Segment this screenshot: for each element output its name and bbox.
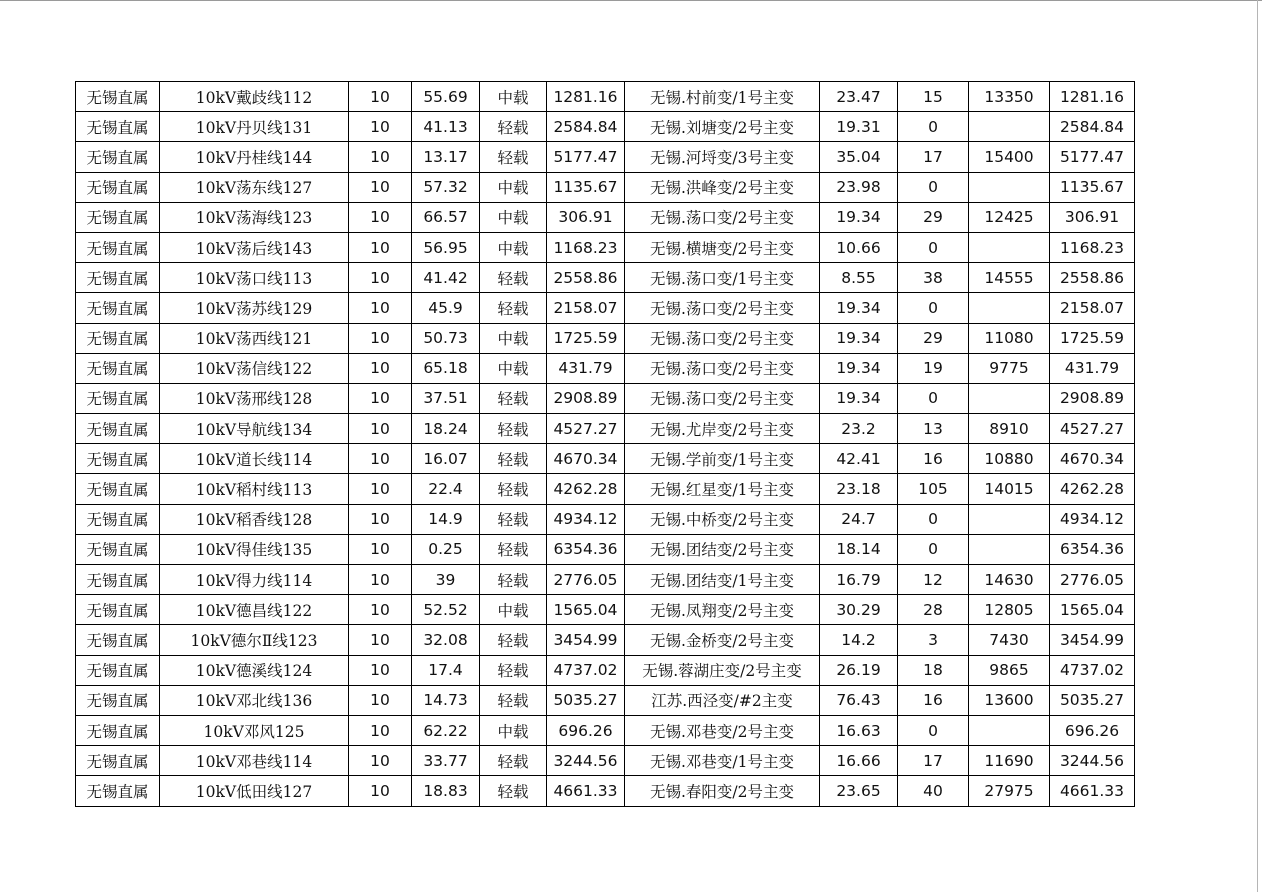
- cell-substation-transformer: 无锡.蓉湖庄变/2号主变: [625, 655, 820, 685]
- cell-value-a: 2908.89: [547, 383, 625, 413]
- cell-value-b: 23.65: [820, 776, 898, 806]
- cell-load-level: 中载: [480, 595, 547, 625]
- cell-value-b: 26.19: [820, 655, 898, 685]
- cell-voltage: 10: [349, 534, 412, 564]
- cell-load-rate: 14.73: [412, 685, 480, 715]
- cell-value-a: 4737.02: [547, 655, 625, 685]
- cell-region: 无锡直属: [76, 595, 160, 625]
- cell-region: 无锡直属: [76, 232, 160, 262]
- cell-value-c: 4661.33: [1050, 776, 1135, 806]
- cell-substation-transformer: 无锡.刘塘变/2号主变: [625, 112, 820, 142]
- cell-value-a: 1565.04: [547, 595, 625, 625]
- cell-substation-transformer: 无锡.村前变/1号主变: [625, 82, 820, 112]
- cell-value-c: 3244.56: [1050, 746, 1135, 776]
- cell-capacity: [969, 504, 1050, 534]
- cell-region: 无锡直属: [76, 655, 160, 685]
- cell-value-a: 696.26: [547, 715, 625, 745]
- cell-region: 无锡直属: [76, 323, 160, 353]
- feeder-load-table: [75, 81, 1135, 807]
- cell-load-level: 轻载: [480, 625, 547, 655]
- cell-line-name: 10kV丹桂线144: [160, 142, 349, 172]
- cell-substation-transformer: 无锡.团结变/1号主变: [625, 565, 820, 595]
- cell-count: 0: [898, 232, 969, 262]
- cell-value-c: 2558.86: [1050, 263, 1135, 293]
- cell-value-a: 5177.47: [547, 142, 625, 172]
- cell-load-level: 轻载: [480, 142, 547, 172]
- cell-voltage: 10: [349, 232, 412, 262]
- cell-load-level: 轻载: [480, 746, 547, 776]
- cell-capacity: [969, 232, 1050, 262]
- cell-load-rate: 18.24: [412, 414, 480, 444]
- cell-capacity: 14015: [969, 474, 1050, 504]
- cell-substation-transformer: 无锡.洪峰变/2号主变: [625, 172, 820, 202]
- cell-count: 28: [898, 595, 969, 625]
- table-row: [76, 112, 1135, 142]
- cell-load-rate: 66.57: [412, 202, 480, 232]
- cell-capacity: 9865: [969, 655, 1050, 685]
- cell-value-c: 1281.16: [1050, 82, 1135, 112]
- cell-value-b: 19.31: [820, 112, 898, 142]
- cell-value-c: 6354.36: [1050, 534, 1135, 564]
- cell-load-rate: 56.95: [412, 232, 480, 262]
- cell-load-rate: 57.32: [412, 172, 480, 202]
- cell-load-rate: 13.17: [412, 142, 480, 172]
- cell-capacity: [969, 172, 1050, 202]
- cell-value-c: 1565.04: [1050, 595, 1135, 625]
- table-row: [76, 202, 1135, 232]
- cell-voltage: 10: [349, 82, 412, 112]
- cell-value-b: 19.34: [820, 383, 898, 413]
- cell-load-level: 轻载: [480, 383, 547, 413]
- cell-region: 无锡直属: [76, 383, 160, 413]
- cell-count: 29: [898, 202, 969, 232]
- cell-value-a: 4527.27: [547, 414, 625, 444]
- table-row: [76, 504, 1135, 534]
- cell-load-level: 轻载: [480, 534, 547, 564]
- cell-count: 0: [898, 172, 969, 202]
- cell-value-b: 42.41: [820, 444, 898, 474]
- table-row: [76, 444, 1135, 474]
- cell-capacity: 14630: [969, 565, 1050, 595]
- cell-value-b: 16.63: [820, 715, 898, 745]
- table-row: [76, 323, 1135, 353]
- cell-capacity: 11080: [969, 323, 1050, 353]
- table-row: [76, 82, 1135, 112]
- cell-value-a: 1725.59: [547, 323, 625, 353]
- cell-value-b: 23.2: [820, 414, 898, 444]
- cell-value-b: 23.47: [820, 82, 898, 112]
- cell-voltage: 10: [349, 112, 412, 142]
- cell-value-c: 2584.84: [1050, 112, 1135, 142]
- cell-value-b: 19.34: [820, 202, 898, 232]
- cell-capacity: [969, 534, 1050, 564]
- cell-value-b: 10.66: [820, 232, 898, 262]
- cell-line-name: 10kV德尔Ⅱ线123: [160, 625, 349, 655]
- cell-load-rate: 33.77: [412, 746, 480, 776]
- cell-value-c: 4262.28: [1050, 474, 1135, 504]
- table-row: [76, 293, 1135, 323]
- cell-substation-transformer: 无锡.荡口变/2号主变: [625, 383, 820, 413]
- cell-region: 无锡直属: [76, 565, 160, 595]
- cell-line-name: 10kV邓风125: [160, 715, 349, 745]
- cell-voltage: 10: [349, 444, 412, 474]
- cell-load-rate: 16.07: [412, 444, 480, 474]
- cell-voltage: 10: [349, 595, 412, 625]
- table-row: [76, 263, 1135, 293]
- cell-load-rate: 41.13: [412, 112, 480, 142]
- cell-substation-transformer: 无锡.红星变/1号主变: [625, 474, 820, 504]
- cell-voltage: 10: [349, 263, 412, 293]
- cell-count: 3: [898, 625, 969, 655]
- table-row: [76, 172, 1135, 202]
- cell-load-level: 中载: [480, 202, 547, 232]
- cell-value-a: 4670.34: [547, 444, 625, 474]
- cell-value-c: 1135.67: [1050, 172, 1135, 202]
- cell-count: 0: [898, 112, 969, 142]
- cell-value-b: 18.14: [820, 534, 898, 564]
- cell-substation-transformer: 无锡.荡口变/2号主变: [625, 323, 820, 353]
- cell-count: 29: [898, 323, 969, 353]
- cell-region: 无锡直属: [76, 142, 160, 172]
- cell-capacity: 7430: [969, 625, 1050, 655]
- cell-capacity: [969, 383, 1050, 413]
- cell-value-b: 19.34: [820, 323, 898, 353]
- cell-capacity: 14555: [969, 263, 1050, 293]
- cell-region: 无锡直属: [76, 353, 160, 383]
- cell-substation-transformer: 无锡.中桥变/2号主变: [625, 504, 820, 534]
- cell-load-level: 中载: [480, 82, 547, 112]
- cell-load-rate: 45.9: [412, 293, 480, 323]
- cell-value-c: 1168.23: [1050, 232, 1135, 262]
- cell-count: 17: [898, 142, 969, 172]
- cell-load-level: 中载: [480, 715, 547, 745]
- table-row: [76, 655, 1135, 685]
- cell-value-b: 23.18: [820, 474, 898, 504]
- cell-value-a: 2558.86: [547, 263, 625, 293]
- cell-load-level: 中载: [480, 323, 547, 353]
- cell-value-c: 696.26: [1050, 715, 1135, 745]
- cell-load-rate: 0.25: [412, 534, 480, 564]
- cell-voltage: 10: [349, 323, 412, 353]
- cell-region: 无锡直属: [76, 504, 160, 534]
- cell-voltage: 10: [349, 383, 412, 413]
- cell-line-name: 10kV戴歧线112: [160, 82, 349, 112]
- page-right-edge: [1257, 0, 1258, 892]
- cell-region: 无锡直属: [76, 746, 160, 776]
- cell-region: 无锡直属: [76, 474, 160, 504]
- table-row: [76, 746, 1135, 776]
- cell-region: 无锡直属: [76, 202, 160, 232]
- cell-count: 13: [898, 414, 969, 444]
- cell-line-name: 10kV稻香线128: [160, 504, 349, 534]
- cell-count: 17: [898, 746, 969, 776]
- cell-count: 0: [898, 715, 969, 745]
- table-row: [76, 776, 1135, 806]
- cell-value-a: 2776.05: [547, 565, 625, 595]
- cell-value-b: 19.34: [820, 293, 898, 323]
- cell-value-c: 4670.34: [1050, 444, 1135, 474]
- cell-count: 0: [898, 383, 969, 413]
- cell-voltage: 10: [349, 715, 412, 745]
- cell-capacity: 8910: [969, 414, 1050, 444]
- cell-substation-transformer: 无锡.春阳变/2号主变: [625, 776, 820, 806]
- cell-line-name: 10kV荡后线143: [160, 232, 349, 262]
- cell-value-b: 23.98: [820, 172, 898, 202]
- cell-voltage: 10: [349, 504, 412, 534]
- cell-substation-transformer: 无锡.横塘变/2号主变: [625, 232, 820, 262]
- cell-line-name: 10kV德溪线124: [160, 655, 349, 685]
- cell-load-level: 轻载: [480, 474, 547, 504]
- cell-count: 0: [898, 504, 969, 534]
- cell-substation-transformer: 无锡.学前变/1号主变: [625, 444, 820, 474]
- cell-value-b: 19.34: [820, 353, 898, 383]
- cell-substation-transformer: 无锡.荡口变/2号主变: [625, 202, 820, 232]
- cell-voltage: 10: [349, 293, 412, 323]
- cell-load-rate: 17.4: [412, 655, 480, 685]
- cell-count: 16: [898, 685, 969, 715]
- cell-load-level: 轻载: [480, 112, 547, 142]
- cell-region: 无锡直属: [76, 172, 160, 202]
- cell-line-name: 10kV荡西线121: [160, 323, 349, 353]
- cell-value-c: 2776.05: [1050, 565, 1135, 595]
- cell-count: 40: [898, 776, 969, 806]
- cell-capacity: [969, 112, 1050, 142]
- cell-value-a: 4661.33: [547, 776, 625, 806]
- cell-load-level: 轻载: [480, 444, 547, 474]
- cell-value-b: 16.66: [820, 746, 898, 776]
- cell-capacity: 12425: [969, 202, 1050, 232]
- cell-region: 无锡直属: [76, 625, 160, 655]
- cell-value-a: 1135.67: [547, 172, 625, 202]
- cell-capacity: 27975: [969, 776, 1050, 806]
- cell-value-c: 5035.27: [1050, 685, 1135, 715]
- cell-value-a: 3244.56: [547, 746, 625, 776]
- cell-substation-transformer: 无锡.邓巷变/1号主变: [625, 746, 820, 776]
- cell-region: 无锡直属: [76, 414, 160, 444]
- cell-voltage: 10: [349, 685, 412, 715]
- cell-load-rate: 32.08: [412, 625, 480, 655]
- cell-substation-transformer: 无锡.河埒变/3号主变: [625, 142, 820, 172]
- cell-line-name: 10kV得佳线135: [160, 534, 349, 564]
- table-row: [76, 625, 1135, 655]
- cell-load-level: 中载: [480, 172, 547, 202]
- cell-line-name: 10kV荡东线127: [160, 172, 349, 202]
- cell-voltage: 10: [349, 655, 412, 685]
- cell-line-name: 10kV丹贝线131: [160, 112, 349, 142]
- cell-value-c: 1725.59: [1050, 323, 1135, 353]
- cell-value-b: 24.7: [820, 504, 898, 534]
- cell-load-rate: 41.42: [412, 263, 480, 293]
- cell-substation-transformer: 无锡.金桥变/2号主变: [625, 625, 820, 655]
- cell-capacity: [969, 293, 1050, 323]
- cell-region: 无锡直属: [76, 112, 160, 142]
- cell-substation-transformer: 江苏.西泾变/#2主变: [625, 685, 820, 715]
- cell-region: 无锡直属: [76, 444, 160, 474]
- cell-load-rate: 22.4: [412, 474, 480, 504]
- page-top-edge: [0, 0, 1262, 1]
- cell-value-a: 1168.23: [547, 232, 625, 262]
- cell-voltage: 10: [349, 565, 412, 595]
- table-row: [76, 232, 1135, 262]
- table-row: [76, 534, 1135, 564]
- cell-region: 无锡直属: [76, 82, 160, 112]
- cell-count: 105: [898, 474, 969, 504]
- cell-load-level: 中载: [480, 232, 547, 262]
- cell-value-c: 431.79: [1050, 353, 1135, 383]
- cell-capacity: 13600: [969, 685, 1050, 715]
- cell-voltage: 10: [349, 625, 412, 655]
- cell-value-b: 30.29: [820, 595, 898, 625]
- cell-load-rate: 52.52: [412, 595, 480, 625]
- table-row: [76, 142, 1135, 172]
- cell-substation-transformer: 无锡.荡口变/2号主变: [625, 293, 820, 323]
- cell-load-level: 轻载: [480, 685, 547, 715]
- cell-voltage: 10: [349, 414, 412, 444]
- cell-line-name: 10kV得力线114: [160, 565, 349, 595]
- cell-count: 38: [898, 263, 969, 293]
- cell-line-name: 10kV荡邢线128: [160, 383, 349, 413]
- table-row: [76, 474, 1135, 504]
- cell-capacity: [969, 715, 1050, 745]
- cell-load-level: 轻载: [480, 263, 547, 293]
- cell-value-b: 16.79: [820, 565, 898, 595]
- cell-line-name: 10kV荡海线123: [160, 202, 349, 232]
- cell-line-name: 10kV道长线114: [160, 444, 349, 474]
- table-row: [76, 685, 1135, 715]
- cell-value-c: 4934.12: [1050, 504, 1135, 534]
- cell-voltage: 10: [349, 202, 412, 232]
- cell-value-c: 4527.27: [1050, 414, 1135, 444]
- cell-capacity: 11690: [969, 746, 1050, 776]
- cell-load-rate: 62.22: [412, 715, 480, 745]
- cell-voltage: 10: [349, 142, 412, 172]
- cell-count: 0: [898, 293, 969, 323]
- cell-value-c: 5177.47: [1050, 142, 1135, 172]
- cell-substation-transformer: 无锡.荡口变/1号主变: [625, 263, 820, 293]
- cell-capacity: 12805: [969, 595, 1050, 625]
- cell-load-rate: 50.73: [412, 323, 480, 353]
- cell-value-a: 431.79: [547, 353, 625, 383]
- cell-line-name: 10kV荡苏线129: [160, 293, 349, 323]
- cell-line-name: 10kV低田线127: [160, 776, 349, 806]
- cell-capacity: 10880: [969, 444, 1050, 474]
- cell-line-name: 10kV邓北线136: [160, 685, 349, 715]
- cell-load-level: 轻载: [480, 776, 547, 806]
- cell-value-a: 2584.84: [547, 112, 625, 142]
- table-body: [76, 82, 1135, 807]
- cell-voltage: 10: [349, 474, 412, 504]
- cell-line-name: 10kV荡信线122: [160, 353, 349, 383]
- cell-value-a: 1281.16: [547, 82, 625, 112]
- cell-voltage: 10: [349, 776, 412, 806]
- cell-load-rate: 39: [412, 565, 480, 595]
- cell-substation-transformer: 无锡.团结变/2号主变: [625, 534, 820, 564]
- cell-load-level: 轻载: [480, 655, 547, 685]
- cell-value-a: 5035.27: [547, 685, 625, 715]
- table-row: [76, 353, 1135, 383]
- cell-value-c: 2908.89: [1050, 383, 1135, 413]
- cell-load-level: 中载: [480, 353, 547, 383]
- cell-value-c: 2158.07: [1050, 293, 1135, 323]
- cell-value-a: 4934.12: [547, 504, 625, 534]
- table-row: [76, 715, 1135, 745]
- cell-line-name: 10kV德昌线122: [160, 595, 349, 625]
- cell-value-b: 35.04: [820, 142, 898, 172]
- cell-substation-transformer: 无锡.凤翔变/2号主变: [625, 595, 820, 625]
- cell-value-a: 2158.07: [547, 293, 625, 323]
- cell-region: 无锡直属: [76, 685, 160, 715]
- cell-count: 0: [898, 534, 969, 564]
- cell-substation-transformer: 无锡.荡口变/2号主变: [625, 353, 820, 383]
- cell-substation-transformer: 无锡.邓巷变/2号主变: [625, 715, 820, 745]
- cell-capacity: 9775: [969, 353, 1050, 383]
- cell-substation-transformer: 无锡.尤岸变/2号主变: [625, 414, 820, 444]
- cell-load-level: 轻载: [480, 414, 547, 444]
- cell-load-rate: 18.83: [412, 776, 480, 806]
- cell-value-a: 4262.28: [547, 474, 625, 504]
- cell-region: 无锡直属: [76, 263, 160, 293]
- cell-line-name: 10kV导航线134: [160, 414, 349, 444]
- table-row: [76, 595, 1135, 625]
- cell-value-c: 3454.99: [1050, 625, 1135, 655]
- cell-value-a: 6354.36: [547, 534, 625, 564]
- cell-region: 无锡直属: [76, 776, 160, 806]
- cell-load-level: 轻载: [480, 504, 547, 534]
- cell-region: 无锡直属: [76, 534, 160, 564]
- cell-voltage: 10: [349, 353, 412, 383]
- table-row: [76, 414, 1135, 444]
- cell-capacity: 15400: [969, 142, 1050, 172]
- cell-line-name: 10kV荡口线113: [160, 263, 349, 293]
- cell-region: 无锡直属: [76, 715, 160, 745]
- cell-load-rate: 37.51: [412, 383, 480, 413]
- cell-value-a: 3454.99: [547, 625, 625, 655]
- cell-value-c: 306.91: [1050, 202, 1135, 232]
- cell-load-rate: 65.18: [412, 353, 480, 383]
- cell-count: 19: [898, 353, 969, 383]
- cell-value-b: 14.2: [820, 625, 898, 655]
- cell-value-c: 4737.02: [1050, 655, 1135, 685]
- table-row: [76, 565, 1135, 595]
- cell-load-rate: 14.9: [412, 504, 480, 534]
- cell-count: 15: [898, 82, 969, 112]
- cell-value-b: 76.43: [820, 685, 898, 715]
- table-row: [76, 383, 1135, 413]
- cell-capacity: 13350: [969, 82, 1050, 112]
- cell-count: 18: [898, 655, 969, 685]
- cell-load-rate: 55.69: [412, 82, 480, 112]
- cell-count: 12: [898, 565, 969, 595]
- cell-load-level: 轻载: [480, 565, 547, 595]
- cell-value-a: 306.91: [547, 202, 625, 232]
- cell-line-name: 10kV邓巷线114: [160, 746, 349, 776]
- cell-load-level: 轻载: [480, 293, 547, 323]
- cell-line-name: 10kV稻村线113: [160, 474, 349, 504]
- cell-region: 无锡直属: [76, 293, 160, 323]
- cell-voltage: 10: [349, 746, 412, 776]
- cell-voltage: 10: [349, 172, 412, 202]
- cell-value-b: 8.55: [820, 263, 898, 293]
- cell-count: 16: [898, 444, 969, 474]
